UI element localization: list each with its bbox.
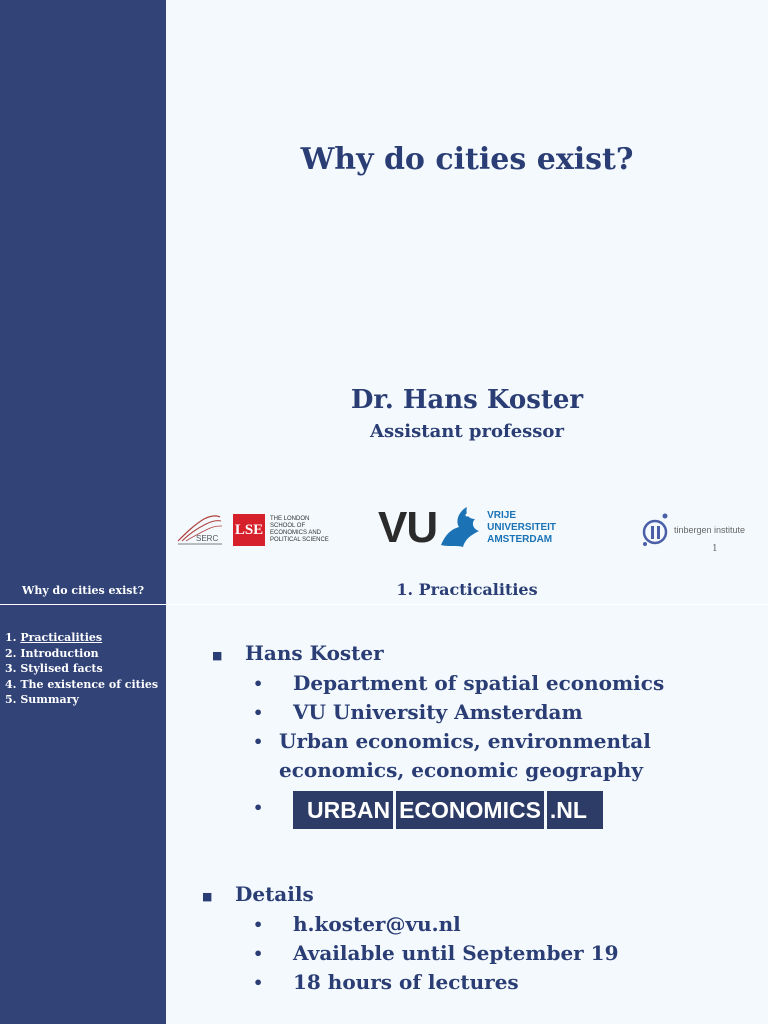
sidebar-heading: Why do cities exist? bbox=[21, 584, 145, 597]
author-role: Assistant professor bbox=[370, 421, 564, 442]
vu-name-line: AMSTERDAM bbox=[487, 534, 553, 545]
dot-bullet-icon: • bbox=[253, 798, 264, 817]
dot-bullet-icon: • bbox=[253, 944, 264, 963]
toc-label: The existence of cities bbox=[20, 677, 159, 691]
author-name: Dr. Hans Koster bbox=[350, 385, 584, 415]
toc-label: Stylised facts bbox=[20, 662, 103, 675]
urban-economics-logo[interactable] bbox=[293, 791, 603, 829]
tinbergen-name: tinbergen institute bbox=[674, 525, 746, 535]
lse-mark: LSE bbox=[233, 514, 265, 546]
table-of-contents bbox=[5, 630, 158, 708]
lse-name: THE LONDON SCHOOL OF ECONOMICS AND POLITICAL SCIENCE bbox=[270, 516, 329, 543]
toc-number: 4. bbox=[5, 677, 17, 691]
sub-bullet-item bbox=[253, 939, 762, 968]
toc-item-existence-of-cities[interactable] bbox=[5, 677, 158, 693]
serc-logo-text: SERC bbox=[196, 534, 219, 543]
sub-bullet-text: Available until September 19 bbox=[293, 941, 619, 965]
urban-logo-part: URBAN bbox=[293, 791, 393, 829]
tinbergen-logo bbox=[642, 512, 745, 548]
vu-logo bbox=[378, 503, 556, 553]
toc-number: 2. bbox=[5, 646, 17, 660]
toc-item-practicalities[interactable] bbox=[5, 630, 158, 646]
bullet-text: Hans Koster bbox=[245, 641, 384, 665]
griffin-icon bbox=[437, 505, 483, 551]
bullet-text: Details bbox=[235, 882, 314, 906]
slide-title: Why do cities exist? bbox=[300, 142, 634, 177]
sub-bullet-item bbox=[253, 968, 762, 997]
dot-bullet-icon: • bbox=[253, 703, 264, 722]
sub-bullet-text: 18 hours of lectures bbox=[293, 970, 519, 994]
toc-number: 5. bbox=[5, 693, 17, 706]
tinbergen-icon bbox=[642, 512, 672, 548]
sub-bullet-text: Urban economics, environmental economics, economic geography bbox=[279, 729, 651, 782]
sub-bullet-item bbox=[253, 727, 762, 785]
page-number: 1 bbox=[712, 544, 718, 554]
spacer bbox=[212, 829, 762, 881]
dot-bullet-icon: • bbox=[253, 732, 264, 751]
slide-divider bbox=[0, 604, 768, 605]
section-title: 1. Practicalities bbox=[396, 580, 538, 599]
sub-bullet-text: VU University Amsterdam bbox=[293, 700, 583, 724]
email-text[interactable]: h.koster@vu.nl bbox=[293, 912, 461, 936]
toc-number: 3. bbox=[5, 662, 17, 675]
bullet-item bbox=[212, 640, 762, 669]
toc-item-summary[interactable] bbox=[5, 692, 158, 708]
dot-bullet-icon: • bbox=[253, 915, 264, 934]
toc-item-introduction[interactable] bbox=[5, 646, 158, 662]
bullet-item bbox=[202, 881, 762, 910]
lse-logo bbox=[233, 514, 330, 546]
toc-label: Introduction bbox=[20, 646, 99, 660]
toc-label: Summary bbox=[20, 693, 79, 706]
urban-logo-part: .NL bbox=[547, 791, 603, 829]
vu-mark: VU bbox=[378, 503, 438, 552]
dot-bullet-icon: • bbox=[253, 674, 264, 693]
sub-bullet-item bbox=[253, 698, 762, 727]
toc-item-stylised-facts[interactable] bbox=[5, 661, 158, 677]
sub-bullet-item bbox=[253, 785, 762, 829]
vu-name-line: VRIJE bbox=[487, 510, 517, 521]
toc-label: Practicalities bbox=[20, 631, 103, 644]
sub-bullet-item bbox=[253, 910, 762, 939]
vu-name bbox=[487, 510, 556, 546]
sub-bullet-item bbox=[253, 669, 762, 698]
square-bullet-icon: ■ bbox=[212, 649, 223, 662]
serc-logo bbox=[176, 511, 224, 551]
sub-bullet-text: Department of spatial economics bbox=[293, 671, 665, 695]
toc-number: 1. bbox=[5, 631, 17, 644]
square-bullet-icon: ■ bbox=[202, 890, 213, 903]
sidebar bbox=[0, 0, 166, 1024]
urban-logo-part: ECONOMICS bbox=[396, 791, 544, 829]
bullet-list bbox=[202, 640, 762, 997]
vu-name-line: UNIVERSITEIT bbox=[487, 522, 557, 533]
dot-bullet-icon: • bbox=[253, 973, 264, 992]
